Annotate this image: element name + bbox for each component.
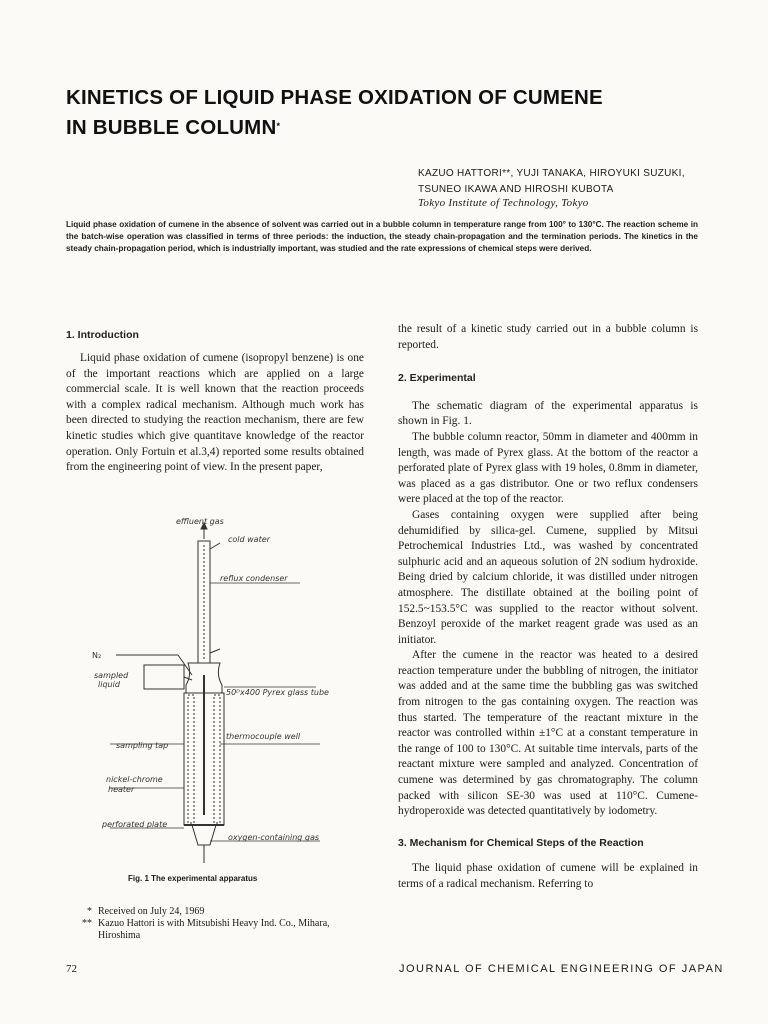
label-reflux-condenser: reflux condenser <box>220 574 288 583</box>
label-heater-2: heater <box>108 785 135 794</box>
mechanism-heading: 3. Mechanism for Chemical Steps of the Reaction <box>398 836 644 849</box>
label-sampled-1: sampled <box>94 671 129 680</box>
author-list <box>418 166 685 198</box>
author-line-2: TSUNEO IKAWA AND HIROSHI KUBOTA <box>418 184 614 195</box>
label-sampled-2: liquid <box>98 680 120 689</box>
intro-paragraph: Liquid phase oxidation of cumene (isopropyl benzene) is one of the important reactions which are applied on a large commercial scale. It is well known that the reaction proceeds with a complex radical mechanism. Although much work has been directed to studying the reaction mechanism, there are few kinetic studies which give quantitave knowledge of the reactor operation. Only Fortuin et al.3,4) reported some results obtained from the engineering point of view. In the present paper, <box>66 352 364 474</box>
cold-water-outlet <box>210 649 220 653</box>
footnote-2-text: Kazuo Hattori is with Mitsubishi Heavy Ind. Co., Mihara, Hiroshima <box>98 918 330 941</box>
label-thermocouple: thermocouple well <box>226 732 301 741</box>
footnote-2-mark: ** <box>82 918 92 929</box>
sample-vessel <box>144 665 184 689</box>
reactor-bottom <box>192 825 216 845</box>
heater-coil-left <box>188 695 194 823</box>
experimental-paragraph-4: After the cumene in the reactor was heated to a desired reaction temperature under the bubbling of nitrogen, the initiator was added and at the same time the bubbling gas was switched from nitrogen to the gas containing oxygen. The reaction was thus started. The temperature of the reactant mixture in the reactor was controlled within ±1°C at a constant temperature in the range of 100 to 130°C. At suitable time intervals, parts of the reactant mixture were sampled and analyzed. Concentration of cumene was determined by gas chromatography. The column packed with silicon SE-30 was used at 110°C. Cumene-hydroperoxide was detected quantitatively by iodometry. <box>398 649 698 818</box>
heater-coil-right <box>214 695 220 823</box>
footnote-1-text: Received on July 24, 1969 <box>98 906 205 917</box>
label-sampling-tap: sampling tap <box>116 741 169 750</box>
label-perforated-plate: perforated plate <box>102 820 168 829</box>
page-number: 72 <box>66 963 77 975</box>
label-oxygen-gas: oxygen-containing gas <box>228 833 320 842</box>
paper-title-line2-text: IN BUBBLE COLUMN <box>66 116 277 139</box>
label-heater-1: nickel-chrome <box>106 775 163 784</box>
right-column <box>398 322 698 893</box>
experimental-paragraph-3: Gases containing oxygen were supplied after being dehumidified by silica-gel. Cumene, supplied by Mitsui Petrochemical Industries Ltd., was washed by concentrated sulphuric acid and an aqueous solution of 2N sodium hydroxide. Being dried by calcium chloride, it was distilled under nitrogen atmosphere. The distillate obtained at the boiling point of 152.5~153.5°C was supplied to the reactor without solvent. Benzoyl peroxide of the market reagent grade was used as an initiator. <box>398 508 698 646</box>
experimental-paragraph-1: The schematic diagram of the experimental apparatus is shown in Fig. 1. <box>398 399 698 428</box>
author-line-1: KAZUO HATTORI**, YUJI TANAKA, HIROYUKI SUZUKI, <box>418 168 685 179</box>
figure-caption: Fig. 1 The experimental apparatus <box>128 874 258 883</box>
paper-title-line2 <box>66 114 280 142</box>
experimental-paragraph-2: The bubble column reactor, 50mm in diameter and 400mm in length, was made of Pyrex glass. At the bottom of the reactor a perforated plate of Pyrex glass with 19 holes, 0.8mm in diameter, was placed as a gas distributor. One or two reflux condensers were placed at the top of the reactor. <box>398 430 698 506</box>
paper-title-line1: KINETICS OF LIQUID PHASE OXIDATION OF CUMENE <box>66 86 603 109</box>
cold-water-inlet <box>210 543 220 549</box>
experimental-heading: 2. Experimental <box>398 372 476 385</box>
label-effluent-gas: effluent gas <box>176 517 224 526</box>
footnote-1-mark: * <box>87 906 92 917</box>
footnote-2 <box>66 918 366 942</box>
intro-heading: 1. Introduction <box>66 329 139 341</box>
label-glass-tube: 50ᴰx400 Pyrex glass tube <box>226 688 329 697</box>
mechanism-paragraph: The liquid phase oxidation of cumene will be explained in terms of a radical mechanism. Referring to <box>398 862 698 890</box>
label-cold-water: cold water <box>228 535 270 544</box>
affiliation: Tokyo Institute of Technology, Tokyo <box>418 197 589 209</box>
footnote-1 <box>66 906 366 918</box>
intro-text <box>66 351 364 476</box>
intro-continuation: the result of a kinetic study carried out in a bubble column is reported. <box>398 323 698 351</box>
abstract: Liquid phase oxidation of cumene in the absence of solvent was carried out in a bubble column in temperature range from 100° to 130°C. The reaction scheme in the batch-wise operation was classified in terms of three periods: the induction, the steady chain-propagation and the termination periods. The kinetics in the steady chain-propagation period, which is industrially important, was studied and the rate expressions of chemical steps were derived. <box>66 220 698 253</box>
journal-name: JOURNAL OF CHEMICAL ENGINEERING OF JAPAN <box>399 963 724 975</box>
footnotes <box>66 906 366 942</box>
title-footnote-mark: * <box>276 121 281 131</box>
label-n2: N₂ <box>92 651 102 660</box>
apparatus-diagram <box>80 515 350 870</box>
